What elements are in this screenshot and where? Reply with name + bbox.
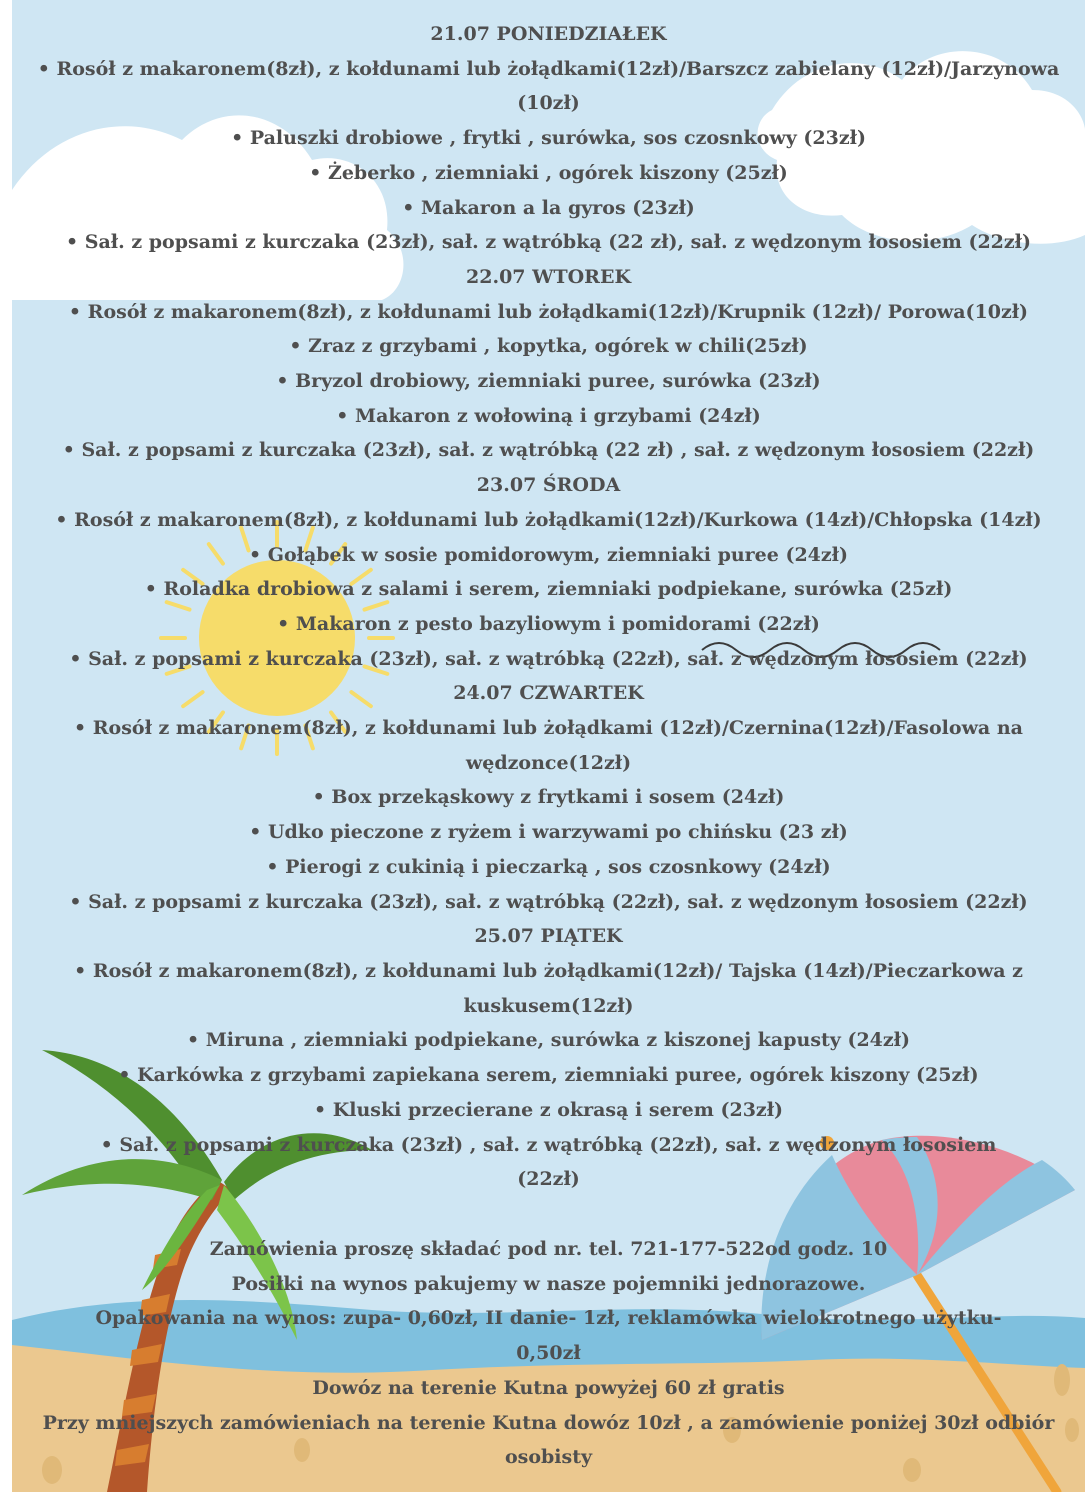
menu-item: • Kluski przecierane z okrasą i serem (23zł): [313, 1098, 784, 1121]
day-title: 22.07 WTOREK: [466, 265, 631, 288]
menu-item: • Sał. z popsami z kurczaka (23zł), sał. z wątróbką (22zł), sał. z wędzonym łososiem (22zł): [69, 647, 1028, 670]
day-title: 23.07 ŚRODA: [476, 474, 621, 497]
menu-item: • Zraz z grzybami , kopytka, ogórek w chili(25zł): [289, 335, 808, 358]
menu-item: • Pierogi z cukinią i pieczarką , sos czosnkowy (24zł): [266, 855, 831, 878]
menu-item: wędzonce(12zł): [465, 751, 632, 774]
menu-item: (22zł): [517, 1168, 580, 1191]
day-title: 25.07 PIĄTEK: [474, 925, 623, 948]
info-line: osobisty: [504, 1446, 593, 1469]
order-info: [12, 1232, 1085, 1475]
menu-poster: [12, 0, 1085, 1492]
menu-item: • Makaron z pesto bazyliowym i pomidorami (22zł): [277, 612, 820, 635]
menu-item: • Roladka drobiowa z salami i serem, ziemniaki podpiekane, surówka (25zł): [144, 578, 953, 601]
menu-item: kuskusem(12zł): [463, 994, 634, 1017]
day-title: 24.07 CZWARTEK: [453, 682, 644, 705]
day-title: 21.07 PONIEDZIAŁEK: [430, 23, 667, 45]
menu-item: • Karkówka z grzybami zapiekana serem, ziemniaki puree, ogórek kiszony (25zł): [118, 1064, 979, 1087]
menu-item: • Rosół z makaronem(8zł), z kołdunami lub żołądkami(12zł)/Barszcz zabielany (12zł)/Jarzynowa (10zł): [37, 57, 1060, 115]
menu-item: • Sał. z popsami z kurczaka (23zł) , sał. z wątróbką (22zł), sał. z wędzonym łososiem: [100, 1133, 997, 1156]
info-line: Opakowania na wynos: zupa- 0,60zł, II danie- 1zł, reklamówka wielokrotnego użytku-: [95, 1307, 1002, 1330]
menu-item: • Bryzol drobiowy, ziemniaki puree, surówka (23zł): [276, 370, 821, 393]
info-line: 0,50zł: [516, 1342, 581, 1365]
menu-item: • Makaron z wołowiną i grzybami (24zł): [336, 404, 761, 427]
menu-item: • Miruna , ziemniaki podpiekane, surówka z kiszonej kapusty (24zł): [187, 1029, 910, 1052]
menu-item: • Rosół z makaronem(8zł), z kołdunami lub żołądkami (12zł)/Czernina(12zł)/Fasolowa na: [74, 717, 1023, 740]
daily-menu: [12, 17, 1085, 1197]
menu-item: • Makaron a la gyros (23zł): [402, 196, 695, 219]
info-line: Posiłki na wynos pakujemy w nasze pojemniki jednorazowe.: [231, 1272, 866, 1295]
menu-item: • Sał. z popsami z kurczaka (23zł), sał. z wątróbką (22zł), sał. z wędzonym łososiem (22zł): [69, 890, 1028, 913]
menu-item: • Gołąbek w sosie pomidorowym, ziemniaki puree (24zł): [248, 543, 848, 566]
menu-item: • Sał. z popsami z kurczaka (23zł), sał. z wątróbką (22 zł), sał. z wędzonym łososiem (22zł): [66, 231, 1031, 254]
menu-item: • Paluszki drobiowe , frytki , surówka, sos czosnkowy (23zł): [231, 127, 866, 150]
info-line: Dowóz na terenie Kutna powyżej 60 zł gratis: [312, 1376, 785, 1399]
menu-item: • Box przekąskowy z frytkami i sosem (24zł): [312, 786, 785, 809]
info-line: Zamówienia proszę składać pod nr. tel. 721-177-522od godz. 10: [209, 1238, 888, 1260]
menu-item: • Rosół z makaronem(8zł), z kołdunami lub żołądkami(12zł)/Kurkowa (14zł)/Chłopska (14zł): [55, 508, 1042, 531]
menu-item: • Żeberko , ziemniaki , ogórek kiszony (25zł): [309, 161, 788, 184]
menu-item: • Rosół z makaronem(8zł), z kołdunami lub żołądkami(12zł)/ Tajska (14zł)/Pieczarkowa z: [74, 959, 1023, 982]
info-line: Przy mniejszych zamówieniach na terenie Kutna dowóz 10zł , a zamówienie poniżej 30zł odbiór: [42, 1411, 1055, 1434]
menu-item: • Udko pieczone z ryżem i warzywami po chińsku (23 zł): [249, 821, 848, 844]
menu-item: • Sał. z popsami z kurczaka (23zł), sał. z wątróbką (22 zł) , sał. z wędzonym łososiem (22zł): [62, 439, 1035, 462]
menu-item: • Rosół z makaronem(8zł), z kołdunami lub żołądkami(12zł)/Krupnik (12zł)/ Porowa(10zł): [68, 300, 1029, 323]
